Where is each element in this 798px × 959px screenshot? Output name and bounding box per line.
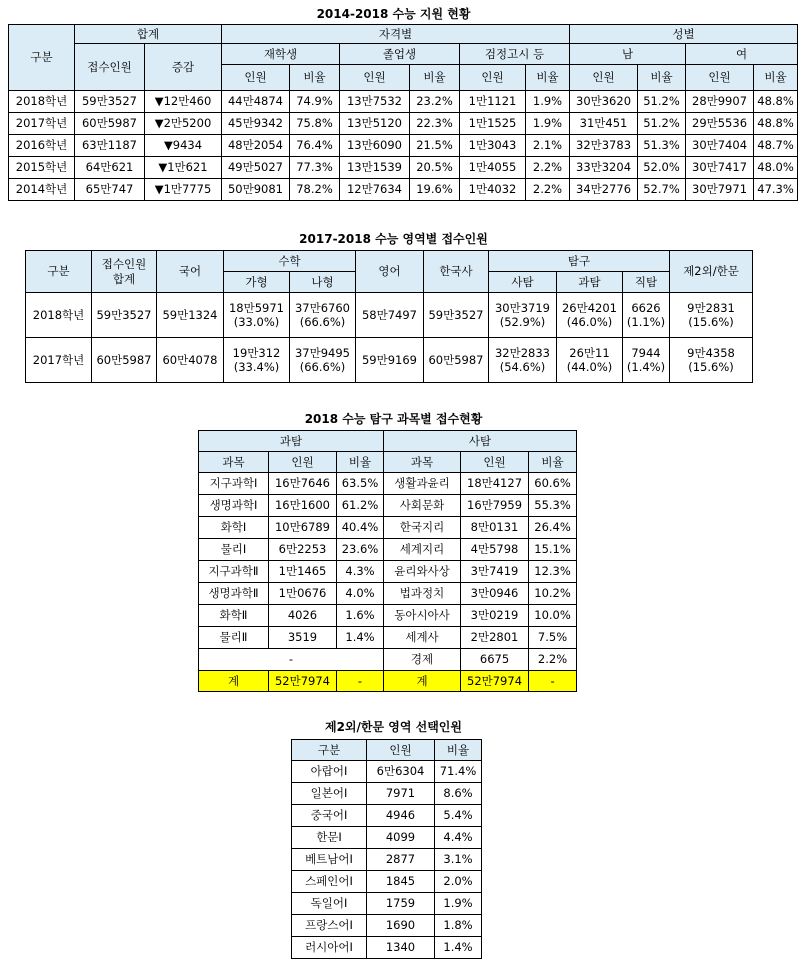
cell-female-ratio: 48.0% xyxy=(754,157,798,179)
table-row xyxy=(9,113,798,135)
cell-social-subject: 세계사 xyxy=(384,627,461,649)
table-row xyxy=(199,561,577,583)
cell-science-subject: 물리Ⅰ xyxy=(199,539,269,561)
cell-social xyxy=(489,338,557,383)
cell-apply: 63만1187 xyxy=(75,135,145,157)
cell-male-ratio: 51.2% xyxy=(638,113,686,135)
header-ratio: 비율 xyxy=(337,452,384,473)
header-second-language: 제2외/한문 xyxy=(670,251,753,293)
cell-female-ratio: 48.7% xyxy=(754,135,798,157)
table4-title: 제2외/한문 영역 선택인원 xyxy=(324,720,462,734)
cell-student-ratio: 75.8% xyxy=(290,113,340,135)
cell-second-language-percent: (15.6%) xyxy=(688,315,734,329)
cell-apply: 59만3527 xyxy=(92,293,157,338)
cell-male-ratio: 52.0% xyxy=(638,157,686,179)
table-row xyxy=(292,761,482,783)
header-ged: 검정고시 등 xyxy=(460,44,570,65)
header-math-ga: 가형 xyxy=(224,272,290,293)
header-science: 과탐 xyxy=(199,431,384,452)
cell-ratio: 4.4% xyxy=(435,827,482,849)
cell-social-count: 3만0946 xyxy=(461,583,529,605)
cell-social-percent: (52.9%) xyxy=(499,315,546,329)
cell-count: 7971 xyxy=(367,783,435,805)
cell-social-count: 16만7959 xyxy=(461,495,529,517)
cell-ratio: 5.4% xyxy=(435,805,482,827)
header-history: 한국사 xyxy=(424,251,489,293)
table-row xyxy=(199,539,577,561)
cell-math-na xyxy=(290,293,356,338)
cell-social-subject: 세계지리 xyxy=(384,539,461,561)
cell-ged-count: 1만4032 xyxy=(460,179,526,201)
header-count: 인원 xyxy=(460,65,526,91)
cell-science-ratio: 4.0% xyxy=(337,583,384,605)
cell-change: ▼9434 xyxy=(145,135,222,157)
tamgu-subject-table xyxy=(198,430,577,692)
cell-science-count: 16만1600 xyxy=(269,495,337,517)
header-math-na: 나형 xyxy=(290,272,356,293)
header-apply: 접수인원 xyxy=(75,44,145,91)
header-ratio: 비율 xyxy=(435,740,482,761)
cell-grad-ratio: 23.2% xyxy=(410,91,460,113)
total-label: 계 xyxy=(199,671,269,692)
cell-science-value: 26만11 xyxy=(569,345,610,360)
header-ratio: 비율 xyxy=(290,65,340,91)
table-row xyxy=(199,473,577,495)
cell-science-subject: 화학Ⅰ xyxy=(199,517,269,539)
cell-language: 일본어Ⅰ xyxy=(292,783,367,805)
cell-year: 2018학년 xyxy=(9,91,75,113)
cell-female-count: 30만7417 xyxy=(686,157,754,179)
table-row xyxy=(199,583,577,605)
cell-social-count: 18만4127 xyxy=(461,473,529,495)
header-count: 인원 xyxy=(269,452,337,473)
header-gubun: 구분 xyxy=(9,25,75,91)
table-row xyxy=(199,495,577,517)
table1-title: 2014-2018 수능 지원 현황 xyxy=(316,7,471,21)
cell-apply: 60만5987 xyxy=(75,113,145,135)
header-science: 과탐 xyxy=(557,272,623,293)
cell-science-ratio: 61.2% xyxy=(337,495,384,517)
cell-science-percent: (46.0%) xyxy=(566,315,613,329)
cell-male-count: 31만451 xyxy=(570,113,638,135)
header-ratio: 비율 xyxy=(410,65,460,91)
application-status-table xyxy=(8,24,798,201)
cell-ratio: 1.9% xyxy=(435,893,482,915)
cell-student-count: 45만9342 xyxy=(222,113,290,135)
cell-social-ratio: 55.3% xyxy=(529,495,577,517)
extra-row-subject: 경제 xyxy=(384,649,461,671)
cell-math-ga xyxy=(224,293,290,338)
cell-change: ▼12만460 xyxy=(145,91,222,113)
cell-count: 1340 xyxy=(367,937,435,959)
cell-female-ratio: 48.8% xyxy=(754,113,798,135)
table-row xyxy=(292,893,482,915)
cell-male-ratio: 51.3% xyxy=(638,135,686,157)
cell-ged-ratio: 1.9% xyxy=(526,91,570,113)
area-application-table xyxy=(25,250,753,383)
header-ratio: 비율 xyxy=(754,65,798,91)
table3-title: 2018 수능 탐구 과목별 접수현황 xyxy=(304,412,483,426)
table-row xyxy=(292,849,482,871)
total-label: 계 xyxy=(384,671,461,692)
cell-language: 독일어Ⅰ xyxy=(292,893,367,915)
cell-korean: 59만1324 xyxy=(157,293,224,338)
cell-female-count: 28만9907 xyxy=(686,91,754,113)
header-math: 수학 xyxy=(224,251,356,272)
cell-history: 60만5987 xyxy=(424,338,489,383)
extra-row-dash: - xyxy=(199,649,384,671)
cell-science-value: 26만4201 xyxy=(561,300,617,315)
cell-second-language-percent: (15.6%) xyxy=(688,360,734,374)
cell-change: ▼1만621 xyxy=(145,157,222,179)
cell-social-count: 2만2801 xyxy=(461,627,529,649)
cell-social-ratio: 60.6% xyxy=(529,473,577,495)
total-count: 52만7974 xyxy=(461,671,529,692)
cell-female-ratio: 48.8% xyxy=(754,91,798,113)
header-vocational: 직탐 xyxy=(623,272,670,293)
table-row xyxy=(26,293,753,338)
cell-ged-ratio: 2.2% xyxy=(526,157,570,179)
cell-count: 1690 xyxy=(367,915,435,937)
cell-science-count: 16만7646 xyxy=(269,473,337,495)
cell-count: 2877 xyxy=(367,849,435,871)
cell-apply: 60만5987 xyxy=(92,338,157,383)
table-row xyxy=(9,135,798,157)
cell-social-count: 3만0219 xyxy=(461,605,529,627)
table2-title: 2017-2018 수능 영역별 접수인원 xyxy=(299,232,488,246)
extra-row-count: 6675 xyxy=(461,649,529,671)
cell-count: 1845 xyxy=(367,871,435,893)
cell-science-count: 3519 xyxy=(269,627,337,649)
cell-social-value: 32만2833 xyxy=(494,345,550,360)
cell-second-language xyxy=(670,338,753,383)
cell-female-count: 30만7404 xyxy=(686,135,754,157)
header-qualification: 자격별 xyxy=(222,25,570,44)
header-english: 영어 xyxy=(356,251,424,293)
cell-grad-count: 12만7634 xyxy=(340,179,410,201)
cell-ratio: 8.6% xyxy=(435,783,482,805)
cell-count: 4099 xyxy=(367,827,435,849)
cell-grad-ratio: 20.5% xyxy=(410,157,460,179)
header-student: 재학생 xyxy=(222,44,340,65)
header-total: 합계 xyxy=(75,25,222,44)
cell-male-count: 30만3620 xyxy=(570,91,638,113)
cell-student-ratio: 76.4% xyxy=(290,135,340,157)
cell-count: 4946 xyxy=(367,805,435,827)
table-row xyxy=(9,91,798,113)
cell-year: 2015학년 xyxy=(9,157,75,179)
cell-english: 59만9169 xyxy=(356,338,424,383)
cell-math-na-percent: (66.6%) xyxy=(299,315,346,329)
cell-male-count: 32만3783 xyxy=(570,135,638,157)
cell-social-ratio: 7.5% xyxy=(529,627,577,649)
header-count: 인원 xyxy=(686,65,754,91)
header-count: 인원 xyxy=(570,65,638,91)
cell-grad-ratio: 19.6% xyxy=(410,179,460,201)
header-social: 사탐 xyxy=(384,431,577,452)
header-korean: 국어 xyxy=(157,251,224,293)
table-row xyxy=(9,157,798,179)
total-dash: - xyxy=(529,671,577,692)
header-count: 인원 xyxy=(461,452,529,473)
cell-vocational-value: 7944 xyxy=(631,345,661,360)
cell-second-language xyxy=(670,293,753,338)
table-row xyxy=(292,783,482,805)
cell-english: 58만7497 xyxy=(356,293,424,338)
cell-language: 프랑스어Ⅰ xyxy=(292,915,367,937)
header-change: 증감 xyxy=(145,44,222,91)
table-row xyxy=(199,627,577,649)
cell-math-na xyxy=(290,338,356,383)
cell-math-na-percent: (66.6%) xyxy=(299,360,346,374)
cell-science-ratio: 63.5% xyxy=(337,473,384,495)
cell-science-count: 6만2253 xyxy=(269,539,337,561)
header-subject: 과목 xyxy=(199,452,269,473)
cell-apply: 59만3527 xyxy=(75,91,145,113)
cell-ratio: 71.4% xyxy=(435,761,482,783)
cell-change: ▼1만7775 xyxy=(145,179,222,201)
cell-language: 아랍어Ⅰ xyxy=(292,761,367,783)
cell-social-count: 3만7419 xyxy=(461,561,529,583)
cell-count: 6만6304 xyxy=(367,761,435,783)
cell-history: 59만3527 xyxy=(424,293,489,338)
cell-change: ▼2만5200 xyxy=(145,113,222,135)
header-ratio: 비율 xyxy=(638,65,686,91)
cell-math-ga-percent: (33.4%) xyxy=(233,360,280,374)
cell-social-ratio: 10.2% xyxy=(529,583,577,605)
cell-math-ga-value: 18만5971 xyxy=(228,300,284,315)
cell-science-ratio: 40.4% xyxy=(337,517,384,539)
header-graduate: 졸업생 xyxy=(340,44,460,65)
cell-male-count: 34만2776 xyxy=(570,179,638,201)
cell-ged-ratio: 2.1% xyxy=(526,135,570,157)
cell-language: 러시아어Ⅰ xyxy=(292,937,367,959)
cell-social-count: 4만5798 xyxy=(461,539,529,561)
header-tamgu: 탐구 xyxy=(489,251,670,272)
cell-ratio: 1.8% xyxy=(435,915,482,937)
cell-social-value: 30만3719 xyxy=(494,300,550,315)
header-apply-total xyxy=(92,251,157,293)
cell-social-subject: 동아시아사 xyxy=(384,605,461,627)
cell-social xyxy=(489,293,557,338)
cell-count: 1759 xyxy=(367,893,435,915)
cell-female-count: 30만7971 xyxy=(686,179,754,201)
cell-social-subject: 법과정치 xyxy=(384,583,461,605)
cell-science-count: 1만1465 xyxy=(269,561,337,583)
cell-social-percent: (54.6%) xyxy=(499,360,546,374)
cell-grad-ratio: 21.5% xyxy=(410,135,460,157)
cell-math-na-value: 37만6760 xyxy=(294,300,350,315)
cell-grad-count: 13만7532 xyxy=(340,91,410,113)
header-count: 인원 xyxy=(340,65,410,91)
cell-science xyxy=(557,293,623,338)
cell-male-ratio: 51.2% xyxy=(638,91,686,113)
cell-social-ratio: 10.0% xyxy=(529,605,577,627)
cell-social-subject: 윤리와사상 xyxy=(384,561,461,583)
cell-science-subject: 물리Ⅱ xyxy=(199,627,269,649)
cell-social-subject: 한국지리 xyxy=(384,517,461,539)
cell-ged-count: 1만4055 xyxy=(460,157,526,179)
cell-math-na-value: 37만9495 xyxy=(294,345,350,360)
cell-apply: 65만747 xyxy=(75,179,145,201)
cell-science-count: 4026 xyxy=(269,605,337,627)
cell-male-count: 33만3204 xyxy=(570,157,638,179)
cell-student-count: 48만2054 xyxy=(222,135,290,157)
cell-science-ratio: 1.6% xyxy=(337,605,384,627)
header-apply-line2: 합계 xyxy=(112,271,136,286)
cell-language: 스페인어Ⅰ xyxy=(292,871,367,893)
cell-science-ratio: 23.6% xyxy=(337,539,384,561)
cell-apply: 64만621 xyxy=(75,157,145,179)
cell-science-subject: 지구과학Ⅱ xyxy=(199,561,269,583)
extra-row-ratio: 2.2% xyxy=(529,649,577,671)
header-male: 남 xyxy=(570,44,686,65)
cell-language: 한문Ⅰ xyxy=(292,827,367,849)
header-ratio: 비율 xyxy=(526,65,570,91)
cell-grad-count: 13만5120 xyxy=(340,113,410,135)
table-row xyxy=(292,937,482,959)
cell-science xyxy=(557,338,623,383)
header-count: 인원 xyxy=(367,740,435,761)
cell-social-count: 8만0131 xyxy=(461,517,529,539)
total-count: 52만7974 xyxy=(269,671,337,692)
cell-science-subject: 생명과학Ⅰ xyxy=(199,495,269,517)
cell-grad-count: 13만6090 xyxy=(340,135,410,157)
cell-social-subject: 사회문화 xyxy=(384,495,461,517)
cell-ged-count: 1만1121 xyxy=(460,91,526,113)
cell-ged-ratio: 1.9% xyxy=(526,113,570,135)
cell-student-ratio: 74.9% xyxy=(290,91,340,113)
cell-science-count: 1만0676 xyxy=(269,583,337,605)
cell-language: 베트남어Ⅰ xyxy=(292,849,367,871)
cell-science-ratio: 1.4% xyxy=(337,627,384,649)
cell-math-ga xyxy=(224,338,290,383)
cell-student-ratio: 78.2% xyxy=(290,179,340,201)
cell-student-count: 50만9081 xyxy=(222,179,290,201)
table-row xyxy=(26,338,753,383)
table-row xyxy=(199,605,577,627)
table-row xyxy=(9,179,798,201)
table-row xyxy=(292,871,482,893)
header-ratio: 비율 xyxy=(529,452,577,473)
table-row xyxy=(292,805,482,827)
cell-vocational xyxy=(623,338,670,383)
cell-female-count: 29만5536 xyxy=(686,113,754,135)
cell-science-subject: 화학Ⅱ xyxy=(199,605,269,627)
cell-male-ratio: 52.7% xyxy=(638,179,686,201)
cell-student-count: 49만5027 xyxy=(222,157,290,179)
cell-science-subject: 생명과학Ⅱ xyxy=(199,583,269,605)
cell-science-percent: (44.0%) xyxy=(566,360,613,374)
cell-second-language-value: 9만4358 xyxy=(687,345,735,360)
cell-ged-ratio: 2.2% xyxy=(526,179,570,201)
header-social: 사탐 xyxy=(489,272,557,293)
cell-math-ga-percent: (33.0%) xyxy=(233,315,280,329)
table-row xyxy=(199,517,577,539)
cell-science-subject: 지구과학Ⅰ xyxy=(199,473,269,495)
table-row xyxy=(292,827,482,849)
total-dash: - xyxy=(337,671,384,692)
cell-ratio: 3.1% xyxy=(435,849,482,871)
header-apply-line1: 접수인원 xyxy=(101,257,147,272)
cell-social-subject: 생활과윤리 xyxy=(384,473,461,495)
cell-vocational-value: 6626 xyxy=(631,300,661,315)
cell-student-count: 44만4874 xyxy=(222,91,290,113)
cell-math-ga-value: 19만312 xyxy=(232,345,281,360)
cell-science-ratio: 4.3% xyxy=(337,561,384,583)
cell-second-language-value: 9만2831 xyxy=(687,300,735,315)
cell-vocational xyxy=(623,293,670,338)
cell-ged-count: 1만1525 xyxy=(460,113,526,135)
cell-social-ratio: 12.3% xyxy=(529,561,577,583)
table-row xyxy=(292,915,482,937)
header-count: 인원 xyxy=(222,65,290,91)
second-language-table xyxy=(291,739,482,959)
cell-social-ratio: 26.4% xyxy=(529,517,577,539)
cell-year: 2017학년 xyxy=(9,113,75,135)
header-gender: 성별 xyxy=(570,25,798,44)
cell-year: 2014학년 xyxy=(9,179,75,201)
cell-korean: 60만4078 xyxy=(157,338,224,383)
cell-vocational-percent: (1.4%) xyxy=(626,360,666,374)
cell-year: 2018학년 xyxy=(26,293,92,338)
cell-language: 중국어Ⅰ xyxy=(292,805,367,827)
cell-female-ratio: 47.3% xyxy=(754,179,798,201)
header-subject: 과목 xyxy=(384,452,461,473)
cell-social-ratio: 15.1% xyxy=(529,539,577,561)
cell-vocational-percent: (1.1%) xyxy=(626,315,666,329)
header-female: 여 xyxy=(686,44,798,65)
cell-ratio: 1.4% xyxy=(435,937,482,959)
cell-year: 2017학년 xyxy=(26,338,92,383)
cell-grad-count: 13만1539 xyxy=(340,157,410,179)
header-gubun: 구분 xyxy=(26,251,92,293)
cell-student-ratio: 77.3% xyxy=(290,157,340,179)
cell-ged-count: 1만3043 xyxy=(460,135,526,157)
cell-ratio: 2.0% xyxy=(435,871,482,893)
header-gubun: 구분 xyxy=(292,740,367,761)
cell-science-count: 10만6789 xyxy=(269,517,337,539)
cell-year: 2016학년 xyxy=(9,135,75,157)
cell-grad-ratio: 22.3% xyxy=(410,113,460,135)
